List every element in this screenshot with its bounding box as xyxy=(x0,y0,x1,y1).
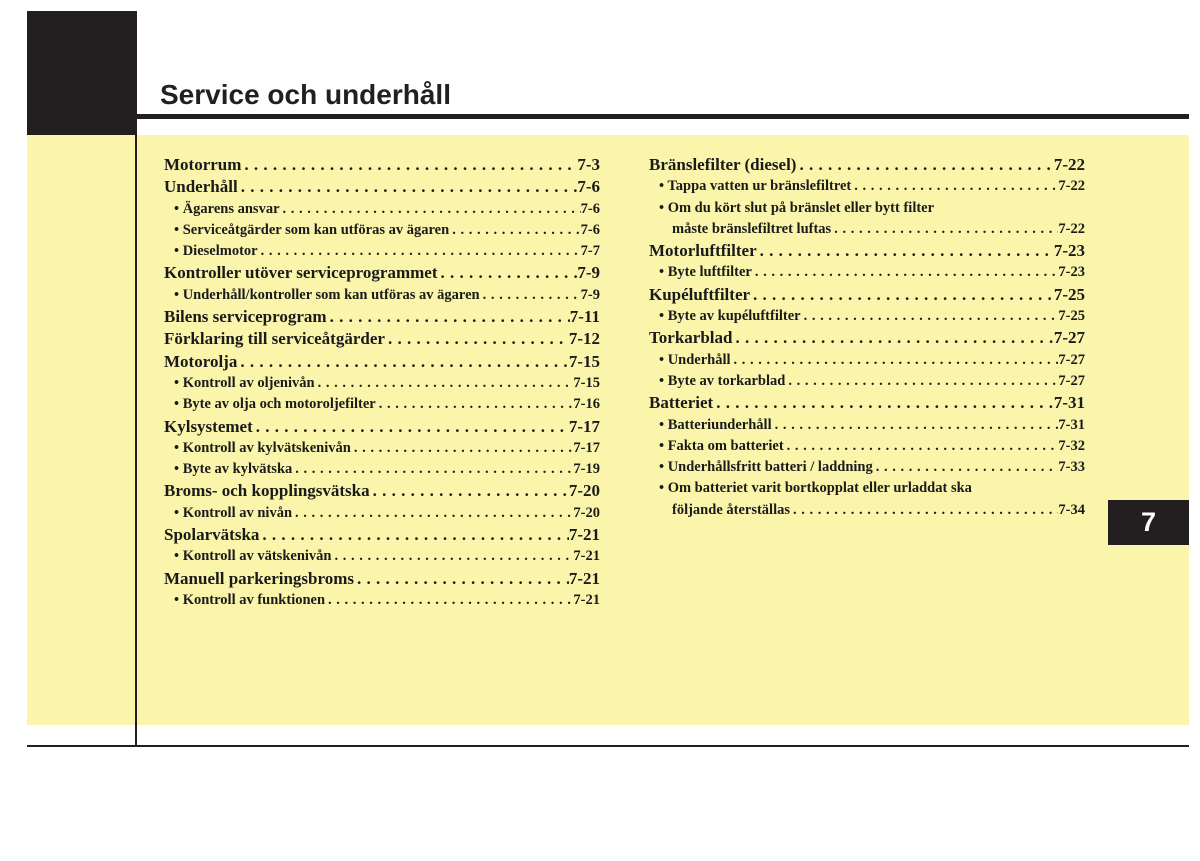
toc-leader-dots xyxy=(731,350,1059,371)
toc-entry-label: • Underhåll xyxy=(659,351,731,368)
toc-page-number: 7-27 xyxy=(1053,328,1085,348)
toc-subentry[interactable] xyxy=(164,394,600,415)
toc-page-number: 7-31 xyxy=(1058,416,1085,433)
toc-leader-dots xyxy=(315,373,574,394)
toc-entry-label: Kupéluftfilter xyxy=(649,284,751,304)
toc-page-number: 7-12 xyxy=(568,329,600,349)
toc-entry-label: Bilens serviceprogram xyxy=(164,307,327,327)
toc-page-number: 7-17 xyxy=(573,439,600,456)
toc-subentry[interactable] xyxy=(164,590,600,611)
toc-entry[interactable] xyxy=(164,328,600,350)
toc-page-number: 7-23 xyxy=(1053,241,1085,261)
toc-entry-label: • Byte av olja och motoroljefilter xyxy=(174,396,376,413)
toc-page-number: 7-21 xyxy=(573,548,600,565)
toc-page-number: 7-25 xyxy=(1053,284,1085,304)
toc-subentry[interactable] xyxy=(164,503,600,524)
toc-page-number: 7-21 xyxy=(573,591,600,608)
toc-leader-dots xyxy=(785,371,1058,392)
toc-leader-dots xyxy=(354,568,569,590)
toc-leader-dots xyxy=(238,176,578,198)
toc-page-number: 7-9 xyxy=(577,263,600,283)
toc-subentry[interactable] xyxy=(164,459,600,480)
toc-entry[interactable] xyxy=(649,392,1085,414)
toc-entry-label: • Ägarens ansvar xyxy=(174,200,280,217)
title-rule xyxy=(137,114,1189,119)
toc-left-column xyxy=(164,154,600,611)
header-black-block xyxy=(27,11,137,135)
toc-page-number: 7-27 xyxy=(1058,351,1085,368)
toc-subentry[interactable] xyxy=(649,500,1085,521)
toc-page-number: 7-20 xyxy=(573,504,600,521)
toc-leader-dots xyxy=(757,240,1054,262)
toc-entry-label: • Serviceåtgärder som kan utföras av ägaren xyxy=(174,221,450,238)
toc-entry-label: Underhåll xyxy=(164,177,238,197)
toc-entry-label: • Byte luftfilter xyxy=(659,264,752,281)
toc-page-number: 7-21 xyxy=(568,568,600,588)
toc-subentry[interactable] xyxy=(649,457,1085,478)
toc-entry-label: • Dieselmotor xyxy=(174,243,258,260)
toc-entry-label: följande återställas xyxy=(672,501,790,518)
toc-entry-label: måste bränslefiltret luftas xyxy=(672,220,832,237)
toc-leader-dots xyxy=(327,306,570,328)
toc-subentry[interactable] xyxy=(649,478,1085,499)
toc-leader-dots xyxy=(873,457,1059,478)
toc-entry-label: • Byte av kupéluftfilter xyxy=(659,308,801,325)
toc-leader-dots xyxy=(713,392,1054,414)
toc-leader-dots xyxy=(241,154,577,176)
toc-subentry[interactable] xyxy=(164,220,600,241)
toc-subentry[interactable] xyxy=(164,241,600,262)
toc-entry[interactable] xyxy=(164,262,600,284)
toc-leader-dots xyxy=(831,219,1058,240)
toc-entry-label: Manuell parkeringsbroms xyxy=(164,568,355,588)
toc-leader-dots xyxy=(790,500,1058,521)
toc-entry[interactable] xyxy=(164,351,600,373)
toc-entry[interactable] xyxy=(649,284,1085,306)
toc-page-number: 7-9 xyxy=(580,286,600,303)
toc-entry[interactable] xyxy=(164,306,600,328)
toc-entry-label: Motorluftfilter xyxy=(649,241,757,261)
toc-leader-dots xyxy=(259,524,568,546)
toc-leader-dots xyxy=(750,284,1054,306)
toc-entry-label: • Kontroll av funktionen xyxy=(174,591,326,608)
toc-subentry[interactable] xyxy=(649,415,1085,436)
toc-page-number: 7-7 xyxy=(580,243,600,260)
toc-entry-label: Förklaring till serviceåtgärder xyxy=(164,329,385,349)
toc-leader-dots xyxy=(280,199,581,220)
toc-entry[interactable] xyxy=(164,176,600,198)
toc-entry[interactable] xyxy=(164,524,600,546)
toc-entry-label: Bränslefilter (diesel) xyxy=(649,155,797,174)
toc-subentry[interactable] xyxy=(649,198,1085,219)
toc-leader-dots xyxy=(253,416,569,438)
toc-entry-label: Broms- och kopplingsvätska xyxy=(164,481,370,501)
toc-subentry[interactable] xyxy=(649,306,1085,327)
toc-leader-dots xyxy=(438,262,578,284)
toc-entry-label: Kontroller utöver serviceprogrammet xyxy=(164,263,438,283)
toc-page-number: 7-34 xyxy=(1058,501,1085,518)
toc-leader-dots xyxy=(351,438,574,459)
toc-page-number: 7-15 xyxy=(568,351,600,371)
toc-entry-label: • Om batteriet varit bortkopplat eller urladdat ska xyxy=(659,480,972,497)
toc-leader-dots xyxy=(385,328,569,350)
toc-leader-dots xyxy=(784,436,1059,457)
toc-leader-dots xyxy=(480,285,581,306)
toc-page-number: 7-21 xyxy=(568,525,600,545)
toc-entry[interactable] xyxy=(649,154,1085,176)
toc-leader-dots xyxy=(732,327,1053,349)
toc-subentry[interactable] xyxy=(164,546,600,567)
toc-page-number: 7-23 xyxy=(1058,264,1085,281)
toc-entry[interactable] xyxy=(164,480,600,502)
toc-page-number: 7-22 xyxy=(1058,178,1085,195)
toc-entry-label: • Tappa vatten ur bränslefiltret xyxy=(659,178,852,195)
footer-rule xyxy=(27,745,1189,747)
toc-page-number: 7-17 xyxy=(568,416,600,436)
toc-leader-dots xyxy=(237,351,568,373)
toc-entry[interactable] xyxy=(164,416,600,438)
toc-leader-dots xyxy=(258,241,581,262)
toc-entry-label: • Byte av kylvätska xyxy=(174,461,293,478)
toc-page-number: 7-6 xyxy=(580,221,600,238)
toc-entry-label: • Fakta om batteriet xyxy=(659,437,784,454)
toc-entry-label: Kylsystemet xyxy=(164,416,253,436)
toc-page-number: 7-25 xyxy=(1058,308,1085,325)
toc-entry-label: • Byte av torkarblad xyxy=(659,372,786,389)
toc-leader-dots xyxy=(370,480,569,502)
toc-entry[interactable] xyxy=(164,154,600,176)
toc-leader-dots xyxy=(325,590,573,611)
toc-entry-label: Batteriet xyxy=(649,393,714,413)
toc-page-number: 7-32 xyxy=(1058,437,1085,454)
toc-page-number: 7-20 xyxy=(568,481,600,501)
toc-page-number: 7-19 xyxy=(573,461,600,478)
margin-divider xyxy=(135,135,137,746)
toc-entry-label: • Kontroll av nivån xyxy=(174,504,293,521)
toc-page-number: 7-27 xyxy=(1058,372,1085,389)
toc-page-number: 7-3 xyxy=(577,155,600,174)
chapter-tab: 7 xyxy=(1108,500,1189,545)
toc-entry-label: Torkarblad xyxy=(649,328,733,348)
toc-page-number: 7-6 xyxy=(580,200,600,217)
toc-leader-dots xyxy=(449,220,580,241)
toc-entry[interactable] xyxy=(164,568,600,590)
toc-leader-dots xyxy=(851,176,1058,197)
page-title: Service och underhåll xyxy=(160,79,451,110)
toc-page-number: 7-33 xyxy=(1058,459,1085,476)
toc-subentry[interactable] xyxy=(649,371,1085,392)
toc-page-number: 7-22 xyxy=(1058,220,1085,237)
toc-subentry[interactable] xyxy=(649,436,1085,457)
toc-entry[interactable] xyxy=(649,327,1085,349)
toc-entry-label: • Kontroll av vätskenivån xyxy=(174,548,332,565)
toc-entry-label: Spolarvätska xyxy=(164,525,260,545)
toc-subentry[interactable] xyxy=(164,285,600,306)
toc-subentry[interactable] xyxy=(649,176,1085,197)
toc-entry-label: • Kontroll av kylvätskenivån xyxy=(174,439,351,456)
toc-subentry[interactable] xyxy=(649,219,1085,240)
toc-entry-label: • Om du kört slut på bränslet eller bytt filter xyxy=(659,199,935,216)
toc-leader-dots xyxy=(292,503,573,524)
toc-page-number: 7-6 xyxy=(577,177,600,197)
toc-page-number: 7-15 xyxy=(573,374,600,391)
toc-leader-dots xyxy=(292,459,573,480)
toc-leader-dots xyxy=(801,306,1059,327)
toc-leader-dots xyxy=(376,394,574,415)
toc-page-number: 7-22 xyxy=(1053,155,1085,174)
toc-leader-dots xyxy=(772,415,1059,436)
toc-leader-dots xyxy=(331,546,573,567)
toc-subentry[interactable] xyxy=(164,199,600,220)
toc-entry-label: Motorolja xyxy=(164,351,238,371)
toc-page-number: 7-16 xyxy=(573,396,600,413)
toc-right-column xyxy=(649,154,1085,521)
toc-entry-label: Motorrum xyxy=(164,155,242,174)
toc-page-number: 7-31 xyxy=(1053,393,1085,413)
toc-entry[interactable] xyxy=(649,240,1085,262)
toc-leader-dots xyxy=(752,262,1059,283)
toc-entry-label: • Batteriunderhåll xyxy=(659,416,772,433)
toc-entry-label: • Kontroll av oljenivån xyxy=(174,374,315,391)
toc-subentry[interactable] xyxy=(164,373,600,394)
toc-entry-label: • Underhållsfritt batteri / laddning xyxy=(659,459,873,476)
toc-leader-dots xyxy=(796,154,1053,176)
toc-subentry[interactable] xyxy=(164,438,600,459)
toc-subentry[interactable] xyxy=(649,262,1085,283)
toc-subentry[interactable] xyxy=(649,350,1085,371)
toc-page-number: 7-11 xyxy=(569,307,600,327)
toc-entry-label: • Underhåll/kontroller som kan utföras av ägaren xyxy=(174,286,480,303)
